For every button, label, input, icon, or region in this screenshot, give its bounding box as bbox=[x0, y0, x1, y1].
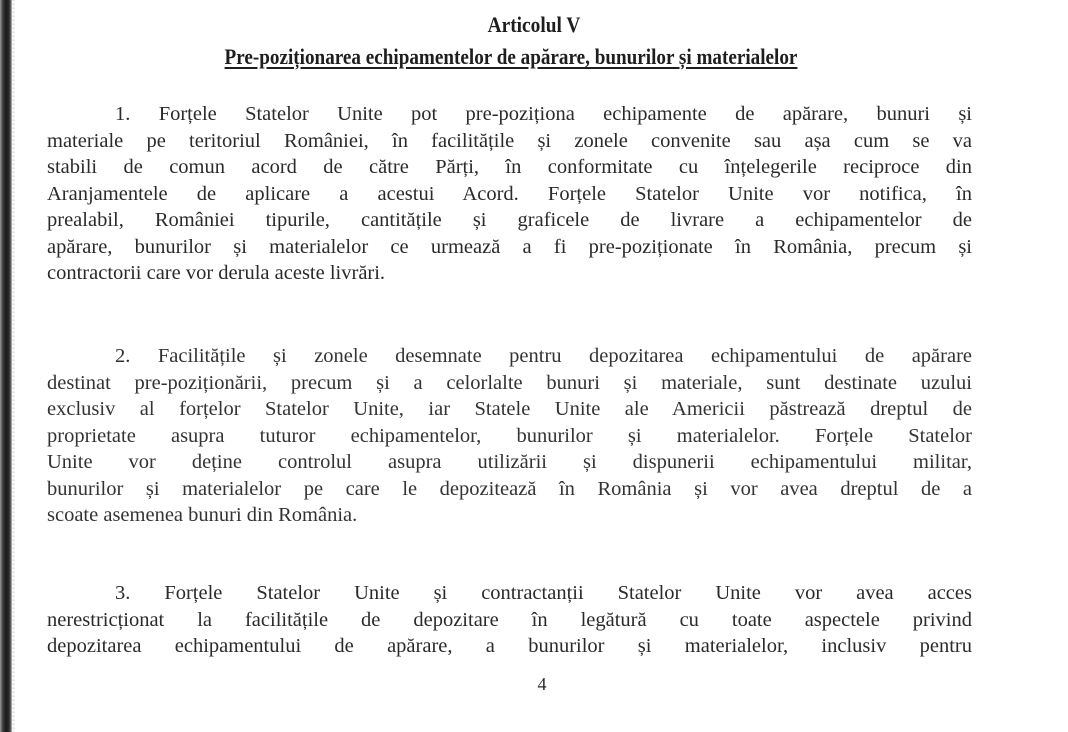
paragraph-3 bbox=[47, 580, 972, 660]
paragraph-line: proprietate asupra tuturor echipamentelor, bunurilor și materialelor. Forțele Statelor bbox=[47, 424, 972, 447]
paragraph-line: stabili de comun acord de către Părți, în conformitate cu înțelegerile reciproce din bbox=[47, 156, 972, 178]
paragraph-line: Aranjamentele de aplicare a acestui Acord. Forțele Statelor Unite vor notifica, în bbox=[47, 182, 972, 205]
paragraph-line: 3. Forțele Statelor Unite și contractanții Statelor Unite vor avea acces bbox=[115, 582, 972, 604]
paragraph-line: bunurilor și materialelor pe care le depozitează în România și vor avea dreptul de a bbox=[47, 477, 972, 500]
paragraph-line: depozitarea echipamentului de apărare, a bunurilor și materialelor, inclusiv pentru bbox=[47, 635, 972, 657]
paragraph-line: scoate asemenea bunuri din România. bbox=[47, 504, 358, 526]
paragraph-line: exclusiv al forțelor Statelor Unite, iar Statele Unite ale Americii păstrează dreptul de bbox=[47, 398, 972, 420]
article-subheading: Pre-poziționarea echipamentelor de apărare, bunurilor și materialelor bbox=[224, 44, 798, 69]
article-heading: Articolul V bbox=[487, 12, 581, 37]
paragraph-line: materiale pe teritoriul României, în facilitățile și zonele convenite sau așa cum se va bbox=[47, 129, 972, 152]
paragraph-line: prealabil, României tipurile, cantitățile și graficele de livrare a echipamentelor de bbox=[47, 209, 972, 231]
page-number: 4 bbox=[537, 674, 547, 694]
paragraph-1 bbox=[47, 101, 972, 287]
paragraph-line: nerestricționat la facilitățile de depozitare în legătură cu toate aspectele privind bbox=[47, 608, 972, 631]
paragraph-line: 1. Forțele Statelor Unite pot pre-poziționa echipamente de apărare, bunuri și bbox=[115, 103, 972, 125]
paragraph-line: destinat pre-poziționării, precum și a celorlalte bunuri și materiale, sunt destinate uzului bbox=[47, 371, 972, 394]
paragraph-2 bbox=[47, 343, 972, 529]
paragraph-line: 2. Facilitățile și zonele desemnate pentru depozitarea echipamentului de apărare bbox=[115, 345, 972, 367]
paragraph-line: Unite vor deține controlul asupra utilizării și dispunerii echipamentului militar, bbox=[47, 451, 972, 473]
paragraph-line: contractorii care vor derula aceste livrări. bbox=[47, 262, 386, 284]
paragraph-line: apărare, bunurilor și materialelor ce urmează a fi pre-poziționate în România, precum și bbox=[47, 235, 972, 258]
